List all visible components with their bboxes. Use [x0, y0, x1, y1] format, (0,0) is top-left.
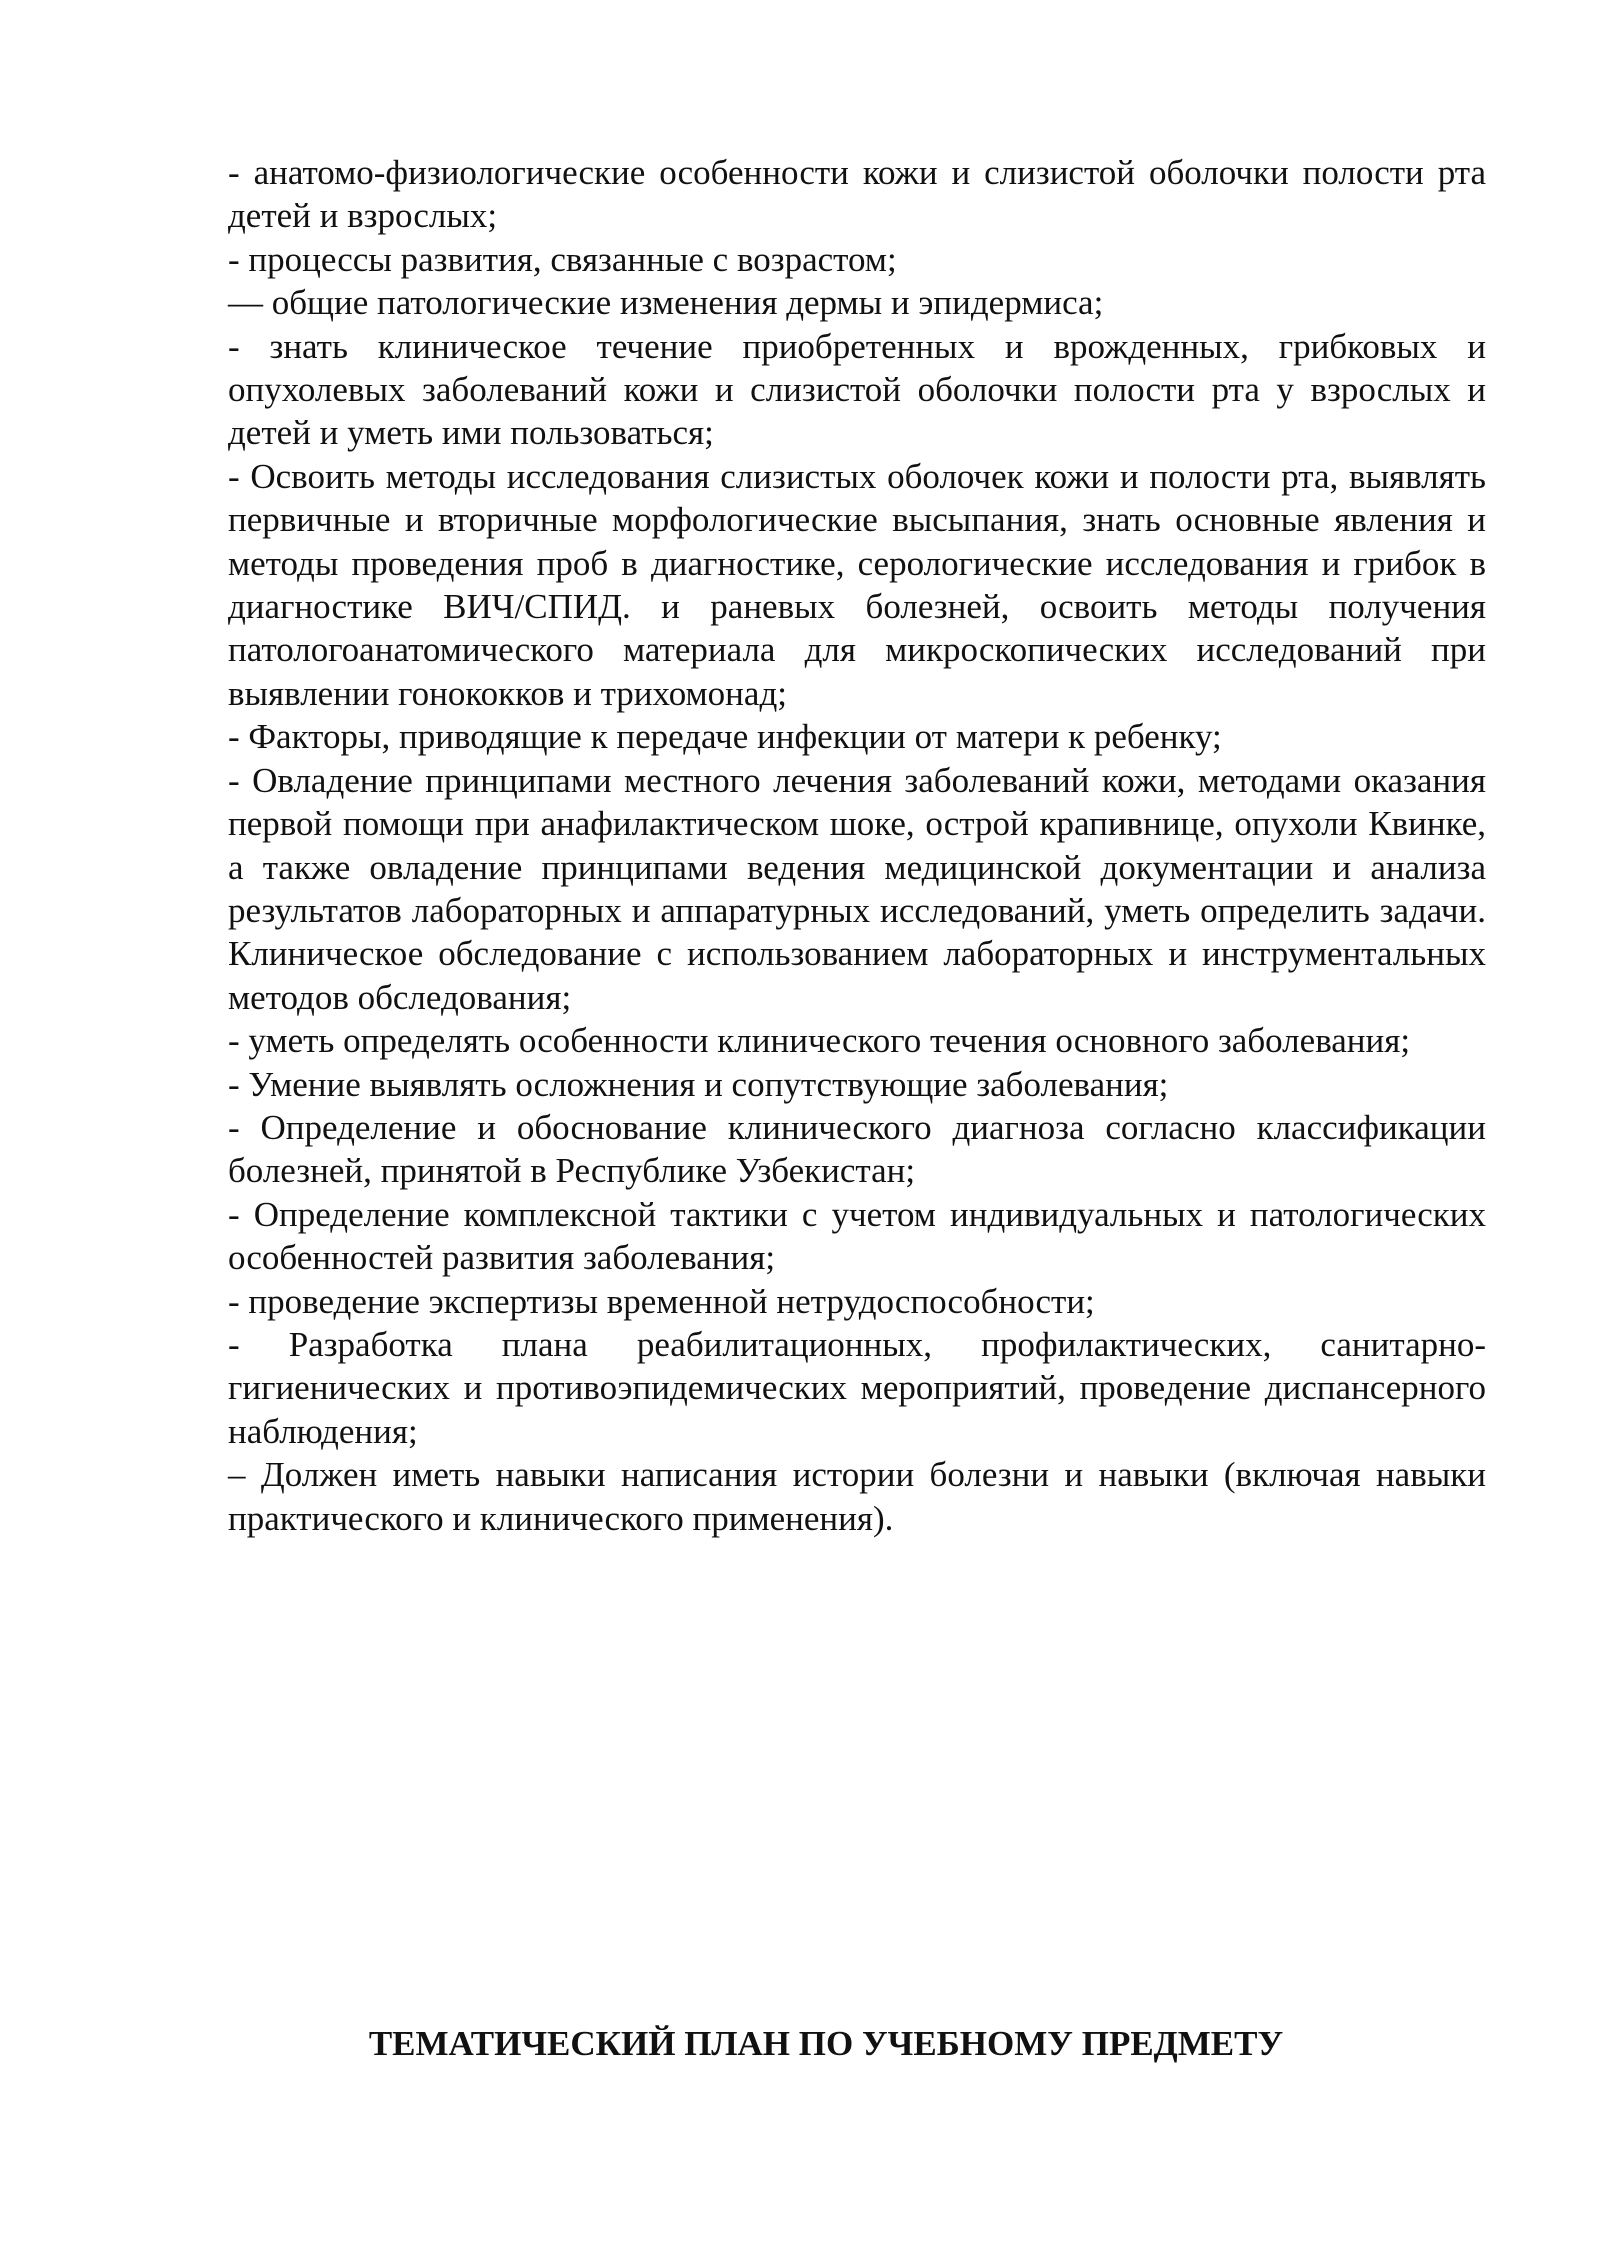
list-item: — общие патологические изменения дермы и эпидермиса;	[228, 283, 1104, 323]
list-item: - Разработка плана реабилитационных, профилактических, санитарно-гигиенических и противоэпидемических мероприятий, проведение диспансерного наблюдения;	[228, 1324, 1486, 1451]
list-item: - Освоить методы исследования слизистых оболочек кожи и полости рта, выявлять первичные и вторичные морфологические высыпания, знать основные явления и методы проведения проб в диагностике, серологические исследования и грибок в диагностике ВИЧ/СПИД. и раневых болезней, освоить методы получения патологоанатомического материала для микроскопических исследований при выявлении гонококков и трихомонад;	[228, 456, 1486, 713]
list-item: - Определение и обоснование клинического диагноза согласно классификации болезней, принятой в Республике Узбекистан;	[228, 1107, 1486, 1191]
requirements-list	[228, 151, 1486, 1540]
list-item: - процессы развития, связанные с возрастом;	[228, 239, 897, 279]
section-heading: ТЕМАТИЧЕСКИЙ ПЛАН ПО УЧЕБНОМУ ПРЕДМЕТУ	[368, 2024, 1284, 2063]
list-item: - Определение комплексной тактики с учетом индивидуальных и патологических особенностей развития заболевания;	[228, 1194, 1486, 1278]
list-item: - Овладение принципами местного лечения заболеваний кожи, методами оказания первой помощи при анафилактическом шоке, острой крапивнице, опухоли Квинке, а также овладение принципами ведения медицинской документации и анализа результатов лабораторных и аппаратурных исследований, уметь определить задачи. Клиническое обследование с использованием лабораторных и инструментальных методов обследования;	[228, 760, 1486, 1017]
list-item: - анатомо-физиологические особенности кожи и слизистой оболочки полости рта детей и взрослых;	[228, 153, 1486, 236]
list-item: - Факторы, приводящие к передаче инфекции от матери к ребенку;	[228, 717, 1222, 757]
list-item: - уметь определять особенности клинического течения основного заболевания;	[228, 1021, 1411, 1061]
list-item: - знать клиническое течение приобретенных и врожденных, грибковых и опухолевых заболеваний кожи и слизистой оболочки полости рта у взрослых и детей и уметь ими пользоваться;	[228, 326, 1486, 453]
list-item: - проведение экспертизы временной нетрудоспособности;	[228, 1281, 1095, 1321]
list-item: – Должен иметь навыки написания истории болезни и навыки (включая навыки практического и клинического применения).	[228, 1455, 1486, 1538]
list-item: - Умение выявлять осложнения и сопутствующие заболевания;	[228, 1064, 1169, 1104]
